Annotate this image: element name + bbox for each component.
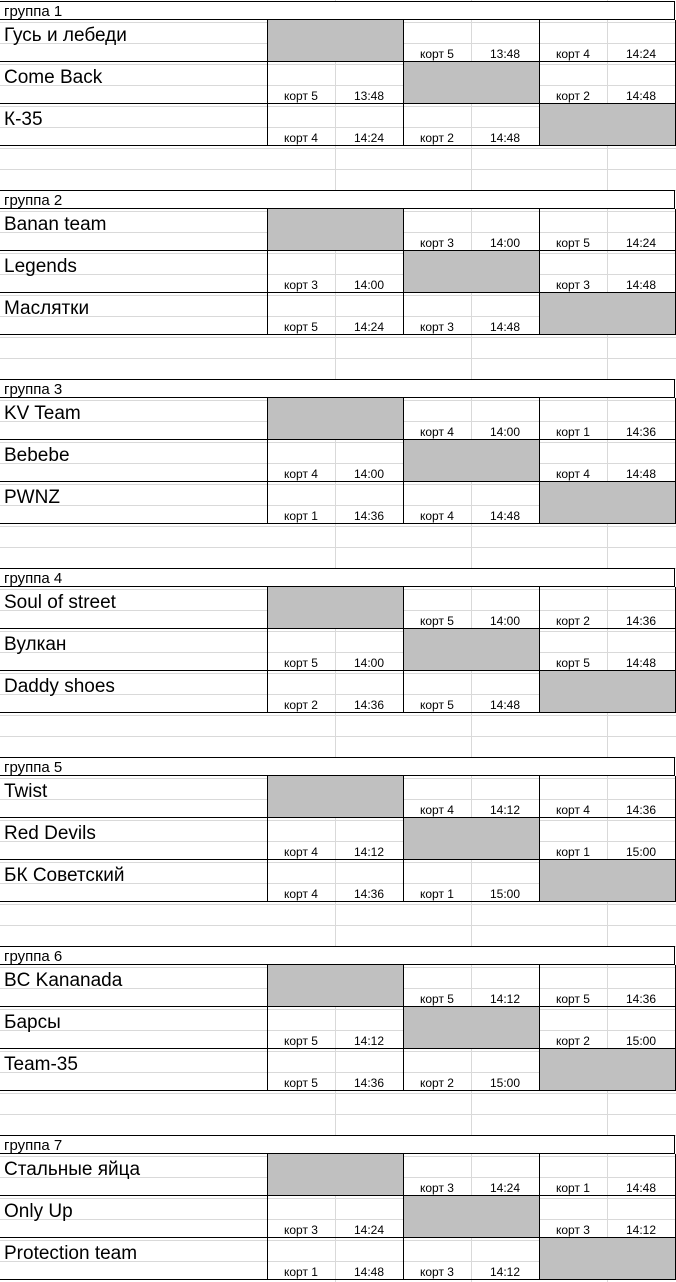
- column-border: [267, 1154, 268, 1280]
- self-cell: [404, 440, 539, 482]
- court-label: корт 2: [556, 1034, 590, 1048]
- match-cell: [540, 251, 675, 293]
- court-label: корт 1: [556, 425, 590, 439]
- team-name: Come Back: [4, 67, 103, 88]
- match-cell: [268, 251, 403, 293]
- gridline-horizontal: [0, 148, 676, 149]
- group-block: [0, 757, 676, 902]
- court-label: корт 5: [556, 236, 590, 250]
- team-row: [0, 440, 676, 482]
- match-cell: [268, 1049, 403, 1091]
- gridline-horizontal: [0, 1114, 676, 1115]
- match-cell: [404, 20, 539, 62]
- match-time: 14:24: [626, 47, 657, 61]
- self-cell: [268, 965, 403, 1007]
- match-time: 15:00: [626, 1034, 657, 1048]
- column-border: [267, 965, 268, 1091]
- match-time: 14:48: [490, 320, 521, 334]
- group-header: [0, 1135, 675, 1154]
- self-cell: [540, 482, 675, 524]
- team-row: [0, 776, 676, 818]
- court-label: корт 3: [420, 320, 454, 334]
- court-label: корт 3: [420, 1181, 454, 1195]
- match-cell: [404, 671, 539, 713]
- court-label: корт 5: [284, 89, 318, 103]
- match-cell: [540, 398, 675, 440]
- match-cell: [540, 1196, 675, 1238]
- column-border: [267, 398, 268, 524]
- match-cell: [540, 629, 675, 671]
- gridline-horizontal: [0, 925, 676, 926]
- match-cell: [268, 1238, 403, 1280]
- court-label: корт 5: [420, 614, 454, 628]
- court-label: корт 5: [284, 1034, 318, 1048]
- match-time: 14:48: [490, 509, 521, 523]
- column-border: [539, 587, 540, 713]
- gridline-horizontal: [0, 358, 676, 359]
- team-name: Protection team: [4, 1243, 138, 1264]
- court-label: корт 2: [420, 131, 454, 145]
- self-cell: [268, 209, 403, 251]
- column-border: [267, 776, 268, 902]
- column-border: [539, 1154, 540, 1280]
- column-border: [267, 209, 268, 335]
- match-time: 14:12: [490, 992, 521, 1006]
- match-cell: [540, 440, 675, 482]
- group-block: [0, 379, 676, 524]
- self-cell: [540, 1049, 675, 1091]
- match-time: 14:48: [626, 89, 657, 103]
- team-name: PWNZ: [4, 487, 60, 508]
- match-time: 14:00: [490, 614, 521, 628]
- group-block: [0, 946, 676, 1091]
- team-row: [0, 482, 676, 524]
- group-block: [0, 1135, 676, 1280]
- group-header: [0, 946, 675, 965]
- team-row: [0, 671, 676, 713]
- self-cell: [540, 293, 675, 335]
- team-row: [0, 293, 676, 335]
- court-label: корт 5: [420, 47, 454, 61]
- group-title: группа 4: [4, 570, 63, 587]
- team-row: [0, 20, 676, 62]
- group-header: [0, 190, 675, 209]
- match-time: 14:36: [626, 425, 657, 439]
- court-label: корт 4: [420, 509, 454, 523]
- match-time: 14:48: [626, 656, 657, 670]
- match-time: 14:24: [626, 236, 657, 250]
- court-label: корт 3: [420, 236, 454, 250]
- match-time: 14:36: [354, 887, 385, 901]
- group-block: [0, 190, 676, 335]
- match-time: 14:00: [354, 656, 385, 670]
- team-name: Вулкан: [4, 634, 67, 655]
- gridline-horizontal: [0, 337, 676, 338]
- team-row: [0, 1238, 676, 1280]
- court-label: корт 4: [420, 803, 454, 817]
- match-cell: [404, 1154, 539, 1196]
- column-border: [539, 20, 540, 146]
- match-time: 14:36: [626, 803, 657, 817]
- team-row: [0, 1049, 676, 1091]
- self-cell: [404, 62, 539, 104]
- team-row: [0, 1007, 676, 1049]
- court-label: корт 4: [556, 467, 590, 481]
- match-time: 14:12: [490, 1265, 521, 1279]
- court-label: корт 4: [284, 131, 318, 145]
- team-name: Red Devils: [4, 823, 96, 844]
- team-name: Twist: [4, 781, 48, 802]
- court-label: корт 1: [556, 1181, 590, 1195]
- court-label: корт 4: [284, 467, 318, 481]
- team-name: Team-35: [4, 1054, 78, 1075]
- match-time: 14:36: [354, 698, 385, 712]
- self-cell: [268, 1154, 403, 1196]
- team-row: [0, 1154, 676, 1196]
- team-name: Only Up: [4, 1201, 73, 1222]
- column-border: [267, 587, 268, 713]
- court-label: корт 1: [420, 887, 454, 901]
- court-label: корт 2: [420, 1076, 454, 1090]
- court-label: корт 3: [556, 278, 590, 292]
- team-name: БК Советский: [4, 865, 125, 886]
- self-cell: [404, 1196, 539, 1238]
- group-header: [0, 757, 675, 776]
- match-time: 15:00: [490, 887, 521, 901]
- court-label: корт 5: [420, 992, 454, 1006]
- self-cell: [268, 587, 403, 629]
- self-cell: [540, 104, 675, 146]
- court-label: корт 5: [420, 698, 454, 712]
- match-time: 14:00: [354, 467, 385, 481]
- team-name: Soul of street: [4, 592, 116, 613]
- match-time: 14:24: [490, 1181, 521, 1195]
- match-cell: [540, 776, 675, 818]
- court-label: корт 3: [284, 1223, 318, 1237]
- match-time: 13:48: [354, 89, 385, 103]
- group-block: [0, 1, 676, 146]
- team-row: [0, 860, 676, 902]
- match-cell: [540, 1154, 675, 1196]
- column-border: [403, 1154, 404, 1280]
- self-cell: [540, 1238, 675, 1280]
- match-time: 14:36: [626, 992, 657, 1006]
- court-label: корт 3: [420, 1265, 454, 1279]
- court-label: корт 4: [284, 887, 318, 901]
- gridline-horizontal: [0, 1093, 676, 1094]
- court-label: корт 5: [284, 656, 318, 670]
- group-title: группа 1: [4, 3, 63, 20]
- match-cell: [540, 1007, 675, 1049]
- team-name: Banan team: [4, 214, 107, 235]
- court-label: корт 4: [284, 845, 318, 859]
- column-border: [403, 20, 404, 146]
- court-label: корт 5: [284, 1076, 318, 1090]
- column-border: [267, 20, 268, 146]
- match-time: 14:36: [354, 1076, 385, 1090]
- team-row: [0, 398, 676, 440]
- match-cell: [404, 776, 539, 818]
- court-label: корт 3: [284, 278, 318, 292]
- court-label: корт 5: [556, 992, 590, 1006]
- court-label: корт 5: [556, 656, 590, 670]
- self-cell: [268, 20, 403, 62]
- gridline-horizontal: [0, 736, 676, 737]
- group-header: [0, 379, 675, 398]
- self-cell: [404, 251, 539, 293]
- team-row: [0, 965, 676, 1007]
- match-cell: [268, 293, 403, 335]
- self-cell: [268, 398, 403, 440]
- group-block: [0, 568, 676, 713]
- team-name: Legends: [4, 256, 77, 277]
- team-row: [0, 1196, 676, 1238]
- match-cell: [540, 62, 675, 104]
- group-title: группа 5: [4, 759, 63, 776]
- team-name: Маслятки: [4, 298, 90, 319]
- match-cell: [540, 818, 675, 860]
- court-label: корт 1: [556, 845, 590, 859]
- team-row: [0, 104, 676, 146]
- column-border: [539, 209, 540, 335]
- group-title: группа 3: [4, 381, 63, 398]
- match-time: 13:48: [490, 47, 521, 61]
- court-label: корт 2: [284, 698, 318, 712]
- match-cell: [268, 1196, 403, 1238]
- court-label: корт 1: [284, 1265, 318, 1279]
- row-border: [0, 712, 675, 713]
- match-time: 14:12: [626, 1223, 657, 1237]
- match-time: 14:48: [626, 467, 657, 481]
- self-cell: [540, 671, 675, 713]
- match-cell: [404, 209, 539, 251]
- court-label: корт 2: [556, 614, 590, 628]
- match-cell: [268, 818, 403, 860]
- gridline-horizontal: [0, 169, 676, 170]
- self-cell: [404, 1007, 539, 1049]
- group-title: группа 7: [4, 1137, 63, 1154]
- match-time: 14:48: [626, 1181, 657, 1195]
- team-name: К-35: [4, 109, 43, 130]
- team-name: Стальные яйца: [4, 1159, 141, 1180]
- group-title: группа 6: [4, 948, 63, 965]
- match-time: 15:00: [626, 845, 657, 859]
- match-cell: [540, 209, 675, 251]
- self-cell: [540, 860, 675, 902]
- team-row: [0, 629, 676, 671]
- match-cell: [404, 860, 539, 902]
- team-name: Bebebe: [4, 445, 70, 466]
- match-cell: [404, 104, 539, 146]
- team-name: BC Kananada: [4, 970, 123, 991]
- court-label: корт 4: [556, 803, 590, 817]
- match-time: 14:48: [354, 1265, 385, 1279]
- column-border: [403, 587, 404, 713]
- match-time: 14:36: [354, 509, 385, 523]
- court-label: корт 4: [556, 47, 590, 61]
- court-label: корт 1: [284, 509, 318, 523]
- row-border: [0, 145, 675, 146]
- self-cell: [404, 818, 539, 860]
- team-row: [0, 251, 676, 293]
- court-label: корт 4: [420, 425, 454, 439]
- group-header: [0, 568, 675, 587]
- match-time: 14:12: [354, 1034, 385, 1048]
- match-cell: [404, 293, 539, 335]
- team-row: [0, 62, 676, 104]
- row-border: [0, 1279, 675, 1280]
- gridline-horizontal: [0, 526, 676, 527]
- match-time: 14:12: [354, 845, 385, 859]
- match-cell: [540, 587, 675, 629]
- match-cell: [540, 965, 675, 1007]
- match-time: 14:36: [626, 614, 657, 628]
- match-cell: [268, 860, 403, 902]
- gridline-horizontal: [0, 547, 676, 548]
- match-time: 14:48: [490, 131, 521, 145]
- match-cell: [404, 482, 539, 524]
- match-cell: [268, 671, 403, 713]
- match-cell: [268, 440, 403, 482]
- match-time: 14:00: [490, 425, 521, 439]
- gridline-horizontal: [0, 715, 676, 716]
- match-time: 14:00: [490, 236, 521, 250]
- match-time: 14:24: [354, 1223, 385, 1237]
- match-time: 14:24: [354, 320, 385, 334]
- court-label: корт 5: [284, 320, 318, 334]
- team-row: [0, 209, 676, 251]
- court-label: корт 2: [556, 89, 590, 103]
- row-border: [0, 901, 675, 902]
- column-border: [403, 965, 404, 1091]
- column-border: [403, 776, 404, 902]
- match-time: 15:00: [490, 1076, 521, 1090]
- team-name: Барсы: [4, 1012, 61, 1033]
- team-name: Daddy shoes: [4, 676, 115, 697]
- match-cell: [540, 20, 675, 62]
- row-border: [0, 523, 675, 524]
- match-cell: [404, 965, 539, 1007]
- match-time: 14:24: [354, 131, 385, 145]
- team-name: Гусь и лебеди: [4, 25, 127, 46]
- match-time: 14:48: [490, 698, 521, 712]
- match-time: 14:00: [354, 278, 385, 292]
- match-time: 14:48: [626, 278, 657, 292]
- team-row: [0, 818, 676, 860]
- group-title: группа 2: [4, 192, 63, 209]
- match-cell: [404, 398, 539, 440]
- column-border: [539, 965, 540, 1091]
- match-cell: [404, 1238, 539, 1280]
- column-border: [403, 209, 404, 335]
- group-header: [0, 1, 675, 20]
- match-time: 14:12: [490, 803, 521, 817]
- match-cell: [268, 629, 403, 671]
- column-border: [539, 776, 540, 902]
- match-cell: [268, 62, 403, 104]
- court-label: корт 3: [556, 1223, 590, 1237]
- team-row: [0, 587, 676, 629]
- match-cell: [268, 1007, 403, 1049]
- self-cell: [268, 776, 403, 818]
- column-border: [539, 398, 540, 524]
- self-cell: [404, 629, 539, 671]
- team-name: KV Team: [4, 403, 81, 424]
- row-border: [0, 1090, 675, 1091]
- gridline-horizontal: [0, 904, 676, 905]
- column-border: [403, 398, 404, 524]
- row-border: [0, 334, 675, 335]
- match-cell: [268, 104, 403, 146]
- match-cell: [404, 1049, 539, 1091]
- match-cell: [404, 587, 539, 629]
- match-cell: [268, 482, 403, 524]
